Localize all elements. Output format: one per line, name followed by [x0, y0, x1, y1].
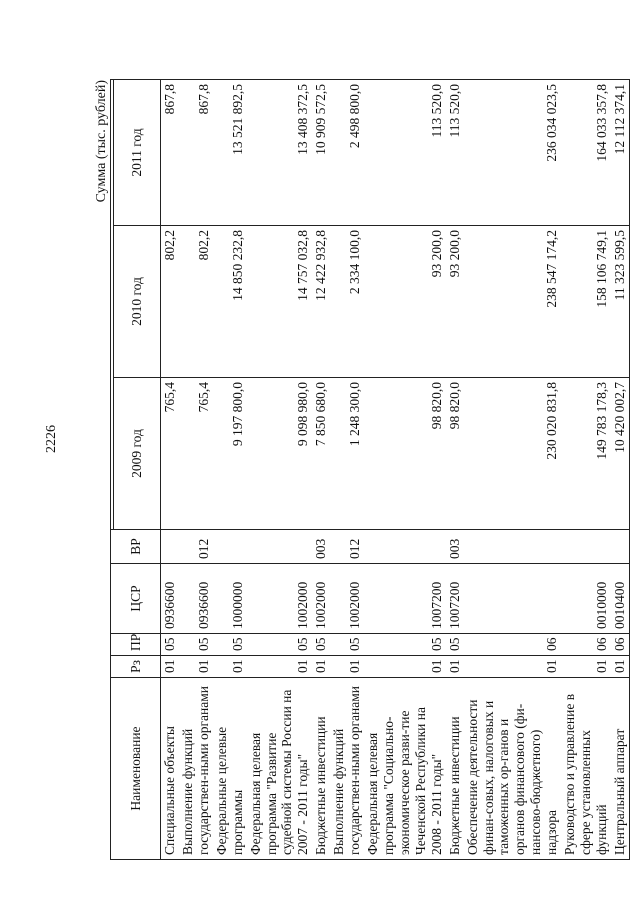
- header-2009: 2009 год: [114, 378, 161, 530]
- cell-y2011: 13 521 892,5: [213, 79, 247, 225]
- cell-rz: 01: [161, 656, 179, 678]
- cell-vr: [611, 530, 629, 564]
- cell-vr: [161, 530, 179, 564]
- cell-csr: 1002000: [312, 564, 330, 634]
- cell-y2010: 14 757 032,8: [247, 226, 313, 378]
- cell-name: Бюджетные инвестиции: [312, 678, 330, 860]
- cell-name: Выполнение функций государствен-ными органами: [179, 678, 213, 860]
- header-2010: 2010 год: [114, 226, 161, 378]
- cell-rz: 01: [364, 656, 446, 678]
- table-row: [330, 79, 364, 859]
- table-row: [161, 79, 179, 859]
- table-row: [364, 79, 446, 859]
- rotated-page-content: [92, 80, 627, 860]
- cell-rz: 01: [611, 656, 629, 678]
- cell-csr: 0010000: [561, 564, 611, 634]
- cell-csr: 0936600: [179, 564, 213, 634]
- cell-y2010: 802,2: [161, 226, 179, 378]
- cell-pr: 05: [179, 634, 213, 656]
- cell-y2010: 238 547 174,2: [464, 226, 562, 378]
- cell-pr: 05: [247, 634, 313, 656]
- cell-pr: 06: [611, 634, 629, 656]
- cell-vr: 012: [179, 530, 213, 564]
- cell-name: Федеральная целевая программа "Развитие судебной системы России на 2007 - 2011 годы": [247, 678, 313, 860]
- cell-y2010: 14 850 232,8: [213, 226, 247, 378]
- table-row: [561, 79, 611, 859]
- table-row: [247, 79, 313, 859]
- header-name: Наименование: [111, 678, 161, 860]
- cell-y2011: 113 520,0: [446, 79, 464, 225]
- header-vr: ВР: [111, 530, 161, 564]
- unit-label: Сумма (тыс. рублей): [94, 80, 109, 203]
- table-row: [312, 79, 330, 859]
- cell-csr: 1000000: [213, 564, 247, 634]
- cell-pr: 05: [364, 634, 446, 656]
- cell-rz: 01: [561, 656, 611, 678]
- cell-vr: [213, 530, 247, 564]
- cell-pr: 05: [161, 634, 179, 656]
- cell-pr: 05: [330, 634, 364, 656]
- cell-y2011: 2 498 800,0: [330, 79, 364, 225]
- cell-pr: 05: [312, 634, 330, 656]
- cell-y2011: 236 034 023,5: [464, 79, 562, 225]
- cell-y2009: 10 420 002,7: [611, 378, 629, 530]
- cell-y2009: 1 248 300,0: [330, 378, 364, 530]
- cell-y2011: 12 112 374,1: [611, 79, 629, 225]
- cell-name: Специальные объекты: [161, 678, 179, 860]
- header-rz: Рз: [111, 656, 161, 678]
- cell-vr: 003: [446, 530, 464, 564]
- cell-pr: 05: [446, 634, 464, 656]
- cell-y2011: 867,8: [161, 79, 179, 225]
- cell-vr: [364, 530, 446, 564]
- table-body: [161, 79, 630, 859]
- cell-vr: [464, 530, 562, 564]
- cell-vr: [561, 530, 611, 564]
- cell-csr: [464, 564, 562, 634]
- cell-y2011: 13 408 372,5: [247, 79, 313, 225]
- cell-name: Руководство и управление в сфере установленных функций: [561, 678, 611, 860]
- cell-y2010: 802,2: [179, 226, 213, 378]
- cell-y2009: 149 783 178,3: [561, 378, 611, 530]
- cell-y2011: 867,8: [179, 79, 213, 225]
- cell-y2009: 230 020 831,8: [464, 378, 562, 530]
- table-row: [213, 79, 247, 859]
- cell-pr: 05: [213, 634, 247, 656]
- table-row: [179, 79, 213, 859]
- header-pr: ПР: [111, 634, 161, 656]
- cell-rz: 01: [464, 656, 562, 678]
- cell-name: Выполнение функций государствен-ными органами: [330, 678, 364, 860]
- cell-csr: 1002000: [330, 564, 364, 634]
- cell-y2010: 12 422 932,8: [312, 226, 330, 378]
- cell-rz: 01: [179, 656, 213, 678]
- table-row: [446, 79, 464, 859]
- cell-y2009: 9 098 980,0: [247, 378, 313, 530]
- page-number: 2226: [44, 425, 59, 453]
- cell-pr: 06: [464, 634, 562, 656]
- cell-y2010: 158 106 749,1: [561, 226, 611, 378]
- cell-y2009: 98 820,0: [446, 378, 464, 530]
- cell-y2011: 113 520,0: [364, 79, 446, 225]
- table-row: [611, 79, 629, 859]
- cell-vr: [247, 530, 313, 564]
- cell-pr: 06: [561, 634, 611, 656]
- cell-y2010: 93 200,0: [446, 226, 464, 378]
- cell-y2009: 765,4: [161, 378, 179, 530]
- cell-name: Центральный аппарат: [611, 678, 629, 860]
- cell-csr: 0010400: [611, 564, 629, 634]
- cell-y2010: 93 200,0: [364, 226, 446, 378]
- cell-y2009: 9 197 800,0: [213, 378, 247, 530]
- cell-y2011: 10 909 572,5: [312, 79, 330, 225]
- cell-rz: 01: [247, 656, 313, 678]
- cell-y2009: 98 820,0: [364, 378, 446, 530]
- cell-vr: 012: [330, 530, 364, 564]
- cell-y2010: 11 323 599,5: [611, 226, 629, 378]
- cell-csr: 1002000: [247, 564, 313, 634]
- header-csr: ЦСР: [111, 564, 161, 634]
- cell-csr: 1007200: [446, 564, 464, 634]
- cell-csr: 1007200: [364, 564, 446, 634]
- cell-csr: 0936600: [161, 564, 179, 634]
- header-2011: 2011 год: [114, 79, 161, 225]
- cell-name: Федеральная целевая программа "Социально-экономическое разви-тие Чеченской Республики на 2008 - 2011 годы": [364, 678, 446, 860]
- cell-name: Обеспечение деятельности финан-совых, налоговых и таможенных ор-ганов и органов финансового (фи-нансово-бюджетного) надзора: [464, 678, 562, 860]
- cell-y2009: 7 850 680,0: [312, 378, 330, 530]
- cell-rz: 01: [213, 656, 247, 678]
- cell-y2011: 164 033 357,8: [561, 79, 611, 225]
- cell-name: Бюджетные инвестиции: [446, 678, 464, 860]
- cell-name: Федеральные целевые программы: [213, 678, 247, 860]
- cell-rz: 01: [330, 656, 364, 678]
- cell-rz: 01: [312, 656, 330, 678]
- table-row: [464, 79, 562, 859]
- cell-y2009: 765,4: [179, 378, 213, 530]
- cell-vr: 003: [312, 530, 330, 564]
- cell-y2010: 2 334 100,0: [330, 226, 364, 378]
- cell-rz: 01: [446, 656, 464, 678]
- budget-table: [110, 79, 630, 860]
